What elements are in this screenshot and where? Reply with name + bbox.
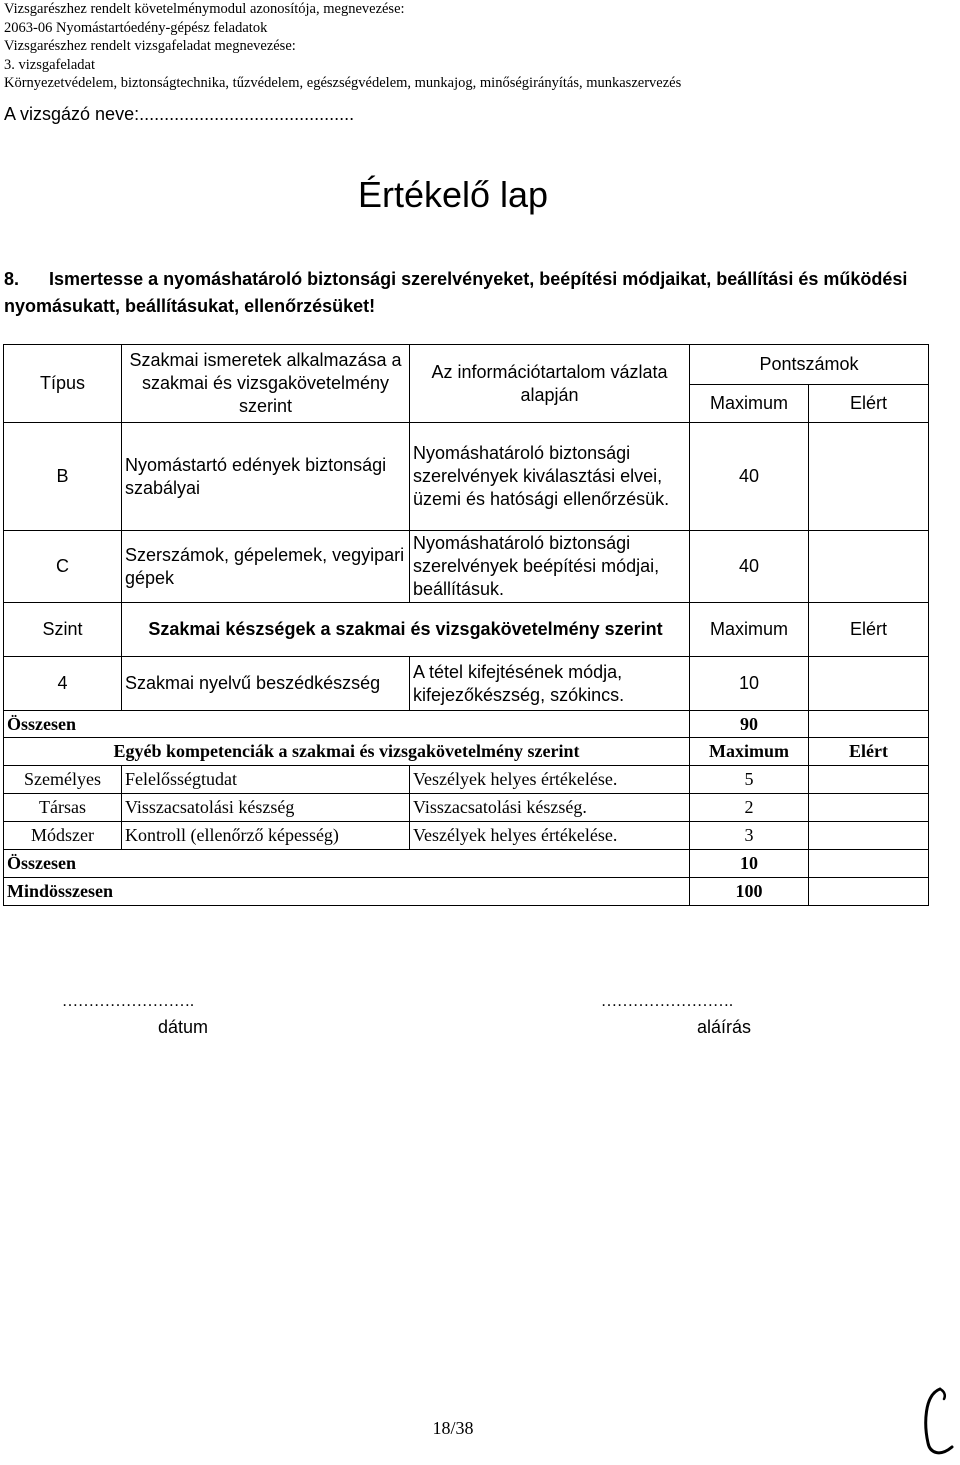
signature-label: aláírás [697,1017,752,1037]
row-max: 40 [690,423,809,531]
skill-info: A tétel kifejtésének módja, kifejezőkészség, szókincs. [410,657,690,711]
task-text: Ismertesse a nyomáshatároló biztonsági szerelvényeket, beépítési módjaikat, beállítási és működési nyomásukatt, beállításukat, ellenőrzésüket! [4,269,908,316]
competency-info: Veszélyek helyes értékelése. [410,766,690,794]
skills-level-header: Szint [4,603,122,657]
header-got: Elért [809,385,929,423]
page-title: Értékelő lap [357,174,549,215]
row-got [809,531,929,603]
header-line: 2063-06 Nyomástartóedény-gépész feladatok [4,19,268,36]
competency-kind: Személyes [4,766,122,794]
header-max: Maximum [690,385,809,423]
evaluation-table [3,344,929,906]
grand-total-got [809,878,929,906]
competency-got [809,822,929,850]
candidate-name-field: A vizsgázó neve:........................................... [4,104,355,124]
header-line: Vizsgarészhez rendelt vizsgafeladat megnevezése: [4,38,296,54]
document-header [4,0,681,93]
row-type: C [4,531,122,603]
skills-title: Szakmai készségek a szakmai és vizsgakövetelmény szerint [122,603,690,657]
competency-got [809,794,929,822]
header-info: Az információtartalom vázlata alapján [410,345,690,423]
skill-topic: Szakmai nyelvű beszédkészség [122,657,410,711]
row-info: Nyomáshatároló biztonsági szerelvények beépítési módjai, beállításuk. [410,531,690,603]
grand-total-label: Mindösszesen [4,878,690,906]
competency-max: 3 [690,822,809,850]
skills-got-header: Elért [809,603,929,657]
table-row [4,766,929,794]
skill-got [809,657,929,711]
table-row [4,794,929,822]
header-line: Környezetvédelem, biztonságtechnika, tűzvédelem, egészségvédelem, munkajog, minőségirányítás, munkaszervezés [4,75,682,91]
task-statement [4,266,924,320]
competency-got [809,766,929,794]
other-got-header: Elért [809,738,929,766]
header-knowledge: Szakmai ismeretek alkalmazása a szakmai és vizsgakövetelmény szerint [122,345,410,423]
row-topic: Nyomástartó edények biztonsági szabályai [122,423,410,531]
subtotal-got [809,711,929,738]
other-competencies-title: Egyéb kompetenciák a szakmai és vizsgakövetelmény szerint [4,738,690,766]
header-line: 3. vizsgafeladat [4,56,95,73]
header-line: Vizsgarészhez rendelt követelménymodul azonosítója, megnevezése: [4,1,405,17]
row-got [809,423,929,531]
signature-line: ……………………. [601,993,733,1010]
row-max: 40 [690,531,809,603]
grand-total-value: 100 [690,878,809,906]
subtotal-got [809,850,929,878]
competency-info: Visszacsatolási készség. [410,794,690,822]
table-row [4,822,929,850]
competency-name: Kontroll (ellenőrző képesség) [122,822,410,850]
competency-max: 5 [690,766,809,794]
subtotal-label: Összesen [4,850,690,878]
task-number: 8. [4,269,20,289]
table-row [4,531,929,603]
row-topic: Szerszámok, gépelemek, vegyipari gépek [122,531,410,603]
handwritten-mark [918,1385,958,1465]
header-type: Típus [4,345,122,423]
table-row [4,657,929,711]
date-line: ……………………. [62,993,194,1010]
subtotal-value: 10 [690,850,809,878]
skill-level: 4 [4,657,122,711]
competency-kind: Társas [4,794,122,822]
subtotal-label: Összesen [4,711,690,738]
skills-max-header: Maximum [690,603,809,657]
competency-kind: Módszer [4,822,122,850]
skill-max: 10 [690,657,809,711]
table-row [4,423,929,531]
competency-max: 2 [690,794,809,822]
competency-info: Veszélyek helyes értékelése. [410,822,690,850]
competency-name: Visszacsatolási készség [122,794,410,822]
subtotal-value: 90 [690,711,809,738]
row-info: Nyomáshatároló biztonsági szerelvények kiválasztási elvei, üzemi és hatósági ellenőrzésük. [410,423,690,531]
header-points: Pontszámok [690,345,929,385]
date-label: dátum [158,1017,209,1037]
row-type: B [4,423,122,531]
other-max-header: Maximum [690,738,809,766]
page-number: 18/38 [432,1418,474,1438]
competency-name: Felelősségtudat [122,766,410,794]
